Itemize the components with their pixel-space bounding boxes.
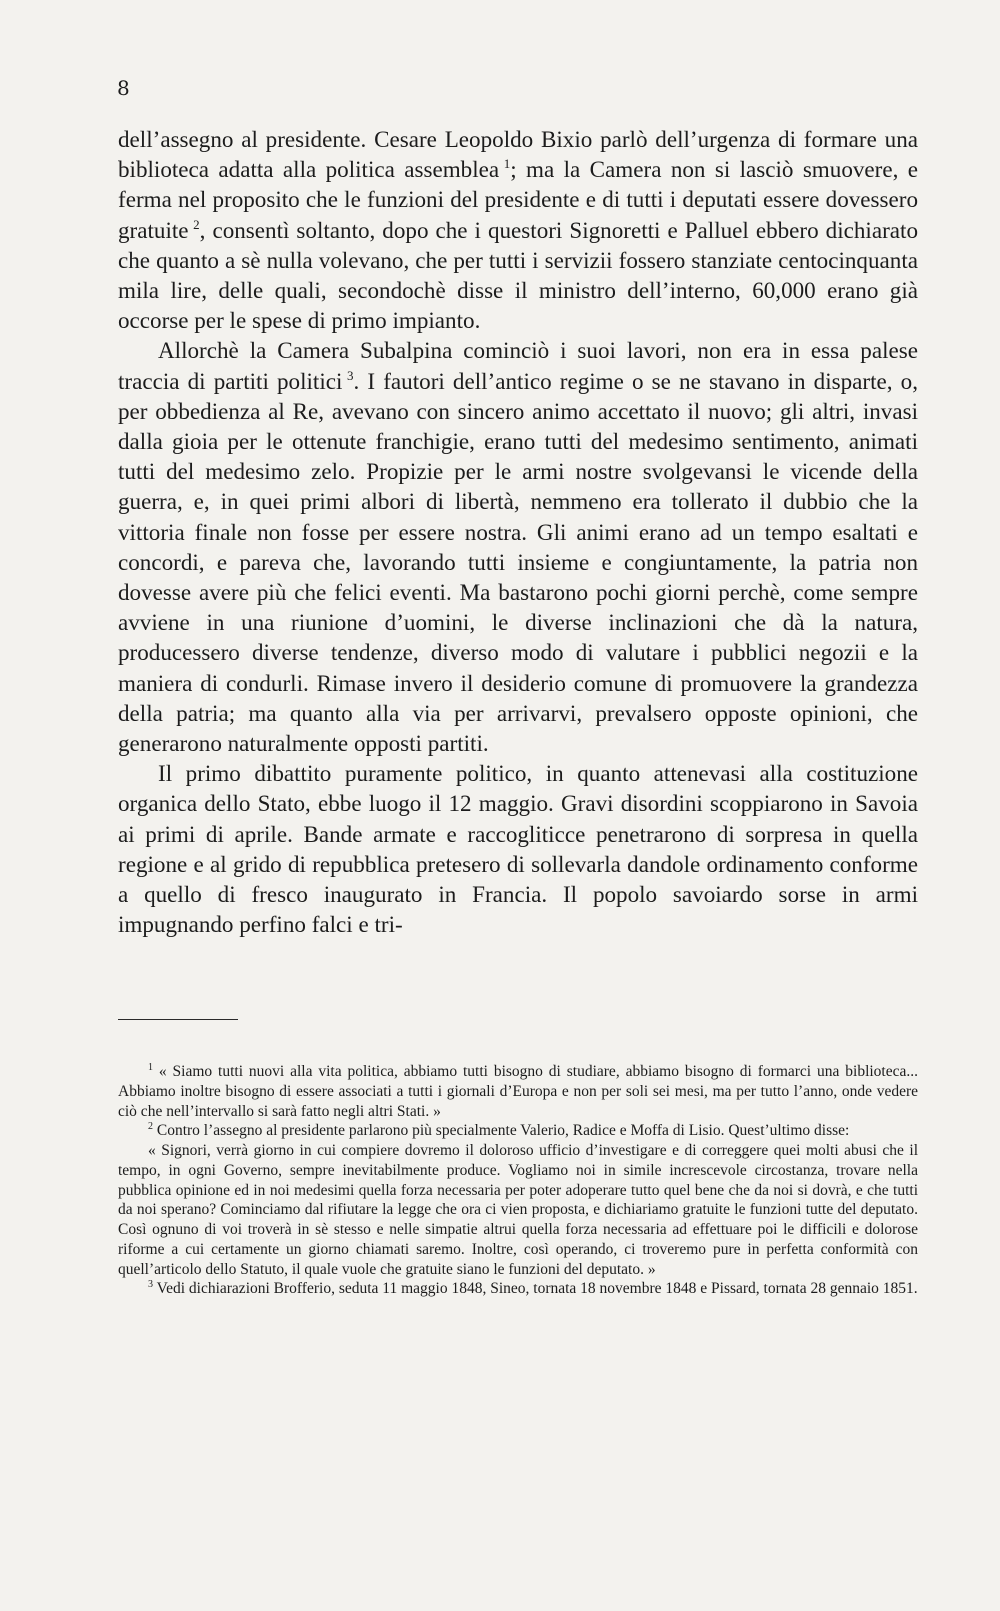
footnote-2: $^2$ Contro l’assegno al presidente parlarono più specialmente Valerio, Radice e Moffa di Lisio. Quest’ultimo disse: [148, 1121, 850, 1140]
footnote-ref-1[interactable]: 1 [503, 156, 511, 172]
paragraph-2: Allorchè la Camera Subalpina cominciò i suoi lavori, non era in essa palese traccia di partiti politici $^3$. I fautori dell’antico regime o se ne stavano in disparte, o, per obbedienza al Re, avevano con sincero animo accettato il nuovo; gli altri, invasi dalla gioia per le ottenute franchigie, erano tutti del medesimo sentimento, animati tutti del medesimo zelo. Propizie per le armi nostre svolgevansi le vicende della guerra, e, in quei primi albori di libertà, nemmeno era tollerato il dubbio che la vittoria finale non fosse per essere nostra. Gli animi erano ad un tempo esaltati e concordi, e pareva che, lavorando tutti insieme e congiuntamente, la patria non dovesse avere più che felici eventi. Ma bastarono pochi giorni perchè, come sempre avviene in una riunione d’uomini, le diverse inclinazioni che dà la natura, producessero diverse tendenze, diverso modo di valutare i pubblici negozii e la maniera di condurli. Rimase invero il desiderio comune di promuovere la grandezza della patria; ma quanto alla via per arrivarvi, prevalsero opposte opinioni, che generarono naturalmente opposti partiti. [118, 337, 918, 757]
footnote-2-quote: « Signori, verrà giorno in cui compiere dovremo il doloroso ufficio d’investigare e di correggere quei molti abusi che il tempo, in ogni Governo, sempre inevitabilmente produce. Vogliamo noi in simile increscevole circostanza, trovare nella pubblica opinione ed in noi medesimi quella forza necessaria per poter adoperare tutto quel bene che da noi si dovrà, e che tutti da noi sperano? Cominciamo dal rifiutare la legge che ora ci vien proposta, e dichiariamo gratuite le funzioni tutte del deputato. Così ognuno di voi troverà in sè stesso e nelle simpatie altrui quella forza necessaria ad effettuare poi le difficili e dolorose riforme a cui certamente un giorno chiamati saremo. Inoltre, così operando, ci troveremo pure in perfetta conformità con quell’articolo dello Statuto, il quale vuole che gratuite siano le funzioni del deputato. » [118, 1142, 918, 1278]
footnote-mark-3: 3 [148, 1279, 153, 1291]
footnote-ref-2[interactable]: 2 [193, 216, 200, 232]
footnote-3: $^3$ Vedi dichiarazioni Brofferio, seduta 11 maggio 1848, Sineo, tornata 18 novembre 1848 e Pissard, tornata 28 gennaio 1851. [148, 1279, 918, 1298]
footnote-1: $^1$ « Siamo tutti nuovi alla vita politica, abbiamo tutti bisogno di studiare, abbiamo bisogno di formarci una biblioteca... Abbiamo inoltre bisogno di essere associati a tutti i giornali d’Europa e non per soli sei mesi, ma per tutto l’anno, onde vedere ciò che nell’intervallo si sarà fatto negli altri Stati. » [118, 1062, 919, 1120]
footnote-mark-2: 2 [148, 1121, 153, 1133]
footnote-mark-1: 1 [148, 1062, 153, 1073]
page-number: 8 [117, 76, 130, 100]
footnote-separator [118, 1019, 238, 1020]
body-text [118, 124, 918, 939]
footnote-ref-3[interactable]: 3 [347, 367, 354, 383]
paragraph-1: dell’assegno al presidente. Cesare Leopoldo Bixio parlò dell’urgenza di formare una biblioteca adatta alla politica assemblea $^1$; ma la Camera non si lasciò smuovere, e ferma nel proposito che le funzioni del presidente e di tutti i deputati essere dovessero gratuite $^2$, consentì soltanto, dopo che i questori Signoretti e Palluel ebbero dichiarato che quanto a sè nulla volevano, che per tutti i servizii fossero stanziate centocinquanta mila lire, delle quali, secondochè disse il ministro dell’interno, 60,000 erano già occorse per le spese di primo impianto. [118, 126, 918, 334]
paragraph-3: Il primo dibattito puramente politico, in quanto attenevasi alla costituzione organica dello Stato, ebbe luogo il 12 maggio. Gravi disordini scoppiarono in Savoia ai primi di aprile. Bande armate e raccogliticce penetrarono di sorpresa in quella regione e al grido di repubblica pretesero di sollevarla dandole ordinamento conforme a quello di fresco inaugurato in Francia. Il popolo savoiardo sorse in armi impugnando perfino falci e tri- [118, 760, 918, 938]
footnotes [118, 1062, 918, 1299]
